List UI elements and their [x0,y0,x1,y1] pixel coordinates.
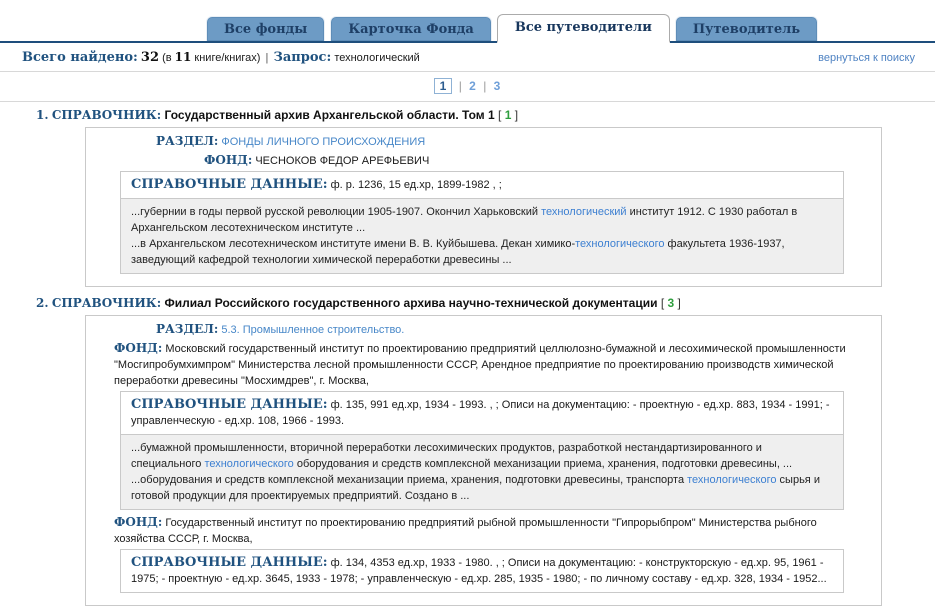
highlighted-term: технологического [204,458,294,470]
fond-label: ФОНД: [114,341,163,355]
result-count-link[interactable]: 1 [504,108,512,122]
fond-name: Государственный институт по проектированию предприятий рыбной промышленности "Гипрорыбпром" Министерства рыбного хозяйства СССР, г. Москва, [114,517,817,545]
razdel-line [156,134,871,150]
sprav-value: ф. р. 1236, 15 ед.хр, 1899-1982 , ; [330,179,502,191]
sprav-data-row [120,171,844,199]
fond-name: ЧЕСНОКОВ ФЕДОР АРЕФЬЕВИЧ [255,155,430,167]
query-value: технологический [334,52,420,64]
razdel-link[interactable]: ФОНДЫ ЛИЧНОГО ПРОИСХОЖДЕНИЯ [221,136,426,148]
page-link-3[interactable]: 3 [493,79,501,93]
razdel-box [85,315,882,606]
snippet-panel [120,435,844,510]
highlighted-term: технологический [541,206,627,218]
fond-data-box [120,171,844,274]
razdel-link[interactable]: 5.3. Промышленное строительство. [221,324,405,336]
page-link-2[interactable]: 2 [469,79,476,93]
result-item-1 [0,108,935,287]
snippet [131,440,833,472]
highlighted-term: технологического [687,474,777,486]
tab-all-fonds[interactable]: Все фонды [206,16,325,41]
query-label: Запрос: [273,50,332,65]
fond-line [204,152,863,169]
snippet [131,472,833,504]
back-to-search-link[interactable]: вернуться к поиску [818,52,915,64]
found-label: Всего найдено: [22,50,138,65]
sprav-value: ф. 134, 4353 ед.хр, 1933 - 1980. , ; Описи на документацию: - конструкторскую - ед.хр. 95, 1961 - 1975; - проектную - ед.хр. 3645, 1933 - 1978; - управленческую - ед.хр. 285, 1935 - 1980; - по личному составу - ед.хр. 328, 1934 - 1952... [131,557,827,585]
fond-name: Московский государственный институт по проектированию предприятий целлюлозно-бумажной и лесохимической промышленности "Мосгипробумхимпром" Министерства лесной промышленности СССР, Арендное предприятие по проектированию производств химической переработки древесины "Мосхимдрев", г. Москва, [114,343,846,387]
found-count: 32 [140,50,159,65]
razdel-label: РАЗДЕЛ: [156,322,219,336]
fond-label: ФОНД: [114,515,163,529]
snippet-text: институт 1912. С 1930 работал в Архангельском лесотехническом институте ... [131,206,798,234]
sprav-data-row [120,391,844,435]
tab-bar [0,0,935,43]
highlighted-term: технологического [575,238,665,250]
razdel-label: РАЗДЕЛ: [156,134,219,148]
razdel-line [156,322,871,338]
bracket-close: ] [514,108,519,122]
fond-line [114,514,863,547]
page-separator: | [483,79,487,93]
pagination [0,72,935,102]
sprav-label: СПРАВОЧНЫЕ ДАННЫЕ: [131,555,328,570]
summary-separator: | [265,52,269,64]
tab-fond-card[interactable]: Карточка Фонда [330,16,492,41]
spravochnik-title: Государственный архив Архангельской области. Том 1 [164,108,495,122]
page-separator: | [458,79,462,93]
fond-data-box [120,391,844,510]
bracket-open: [ [498,108,502,122]
spravochnik-label: СПРАВОЧНИК: [51,108,162,122]
books-count: 11 [174,50,192,64]
result-number: 1. [36,108,49,122]
sprav-label: СПРАВОЧНЫЕ ДАННЫЕ: [131,177,328,192]
tab-all-guides[interactable]: Все путеводители [497,14,670,43]
sprav-value: ф. 135, 991 ед.хр, 1934 - 1993. , ; Описи на документацию: - проектную - ед.хр. 883, 1934 - 1991; - управленческую - ед.хр. 108, 1966 - 1993. [131,399,830,427]
bracket-close: ] [677,296,681,310]
result-number: 2. [36,296,49,310]
snippet [131,204,833,236]
fond-line [114,340,863,389]
snippet-panel [120,199,844,274]
tab-guide[interactable]: Путеводитель [675,16,818,41]
snippet-text: ...в Архангельском лесотехническом институте имени В. В. Куйбышева. Декан химико- [131,238,576,250]
found-in-prefix: (в [162,52,172,64]
result-item-2 [0,296,935,606]
result-count-link[interactable]: 3 [667,296,675,310]
snippet-text: ...бумажной промышленности, вторичной переработки лесохимических продуктов, разработкой нестандартизированного и специального [131,442,762,470]
result-heading [36,296,935,311]
sprav-data-row [120,549,844,593]
spravochnik-title: Филиал Российского государственного архива научно-технической документации [164,296,658,310]
spravochnik-label: СПРАВОЧНИК: [51,296,162,310]
snippet-text: ...оборудования и средств комплексной механизации приема, хранения, подготовки древесины, транспорта [131,474,688,486]
result-summary [22,50,420,65]
snippet-text: сырья и готовой продукции для проектируемых предприятий. Создано в ... [131,474,820,502]
result-heading [36,108,935,123]
snippet-text: оборудования и средств комплексной механизации приема, хранения, подготовки древесины, ... [293,458,793,470]
result-summary-bar [0,43,935,72]
fond-label: ФОНД: [204,153,253,167]
found-in-suffix: книге/книгах) [194,52,261,64]
snippet-text: факультета 1936-1937, заведующий кафедрой технологии химической переработки древесины ... [131,238,785,266]
snippet [131,236,833,268]
sprav-label: СПРАВОЧНЫЕ ДАННЫЕ: [131,397,328,412]
razdel-box [85,127,882,287]
snippet-text: ...губернии в годы первой русской революции 1905-1907. Окончил Харьковский [131,206,542,218]
bracket-open: [ [660,296,665,310]
fond-data-box [120,549,844,593]
page-current: 1 [434,78,453,94]
